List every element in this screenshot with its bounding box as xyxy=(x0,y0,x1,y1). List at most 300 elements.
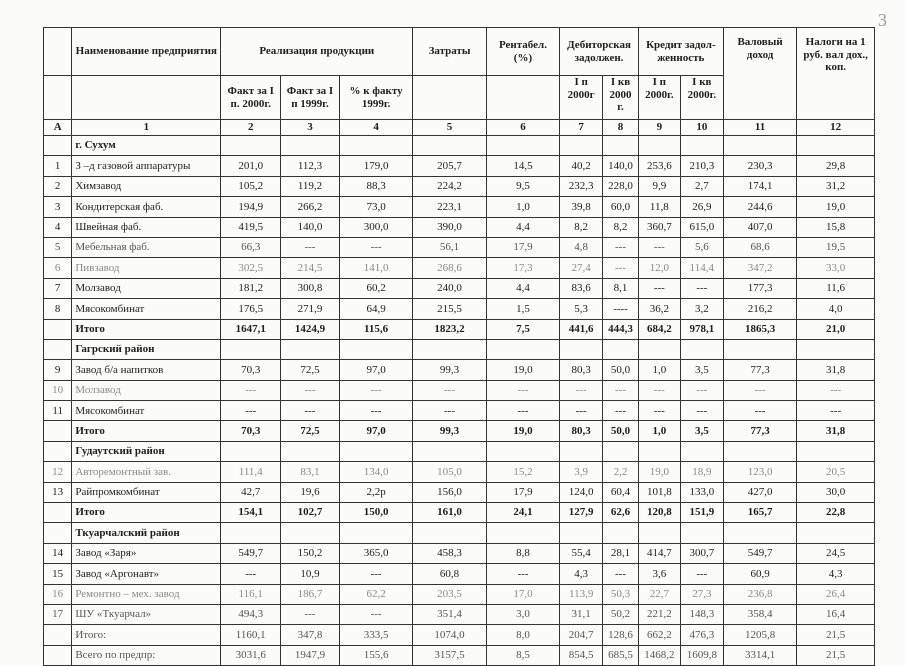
header-debit: Дебиторская задолжен. xyxy=(560,28,639,76)
table-row xyxy=(44,197,875,217)
value-cell: 1647,1 xyxy=(221,319,281,339)
value-cell: 4,3 xyxy=(560,564,603,584)
value-cell: 31,1 xyxy=(560,604,603,624)
value-cell: --- xyxy=(638,278,680,298)
value-cell: 105,2 xyxy=(221,176,281,196)
value-cell: 1865,3 xyxy=(723,319,796,339)
value-cell: 5,6 xyxy=(680,237,723,257)
value-cell: 19,0 xyxy=(797,197,875,217)
value-cell: 72,5 xyxy=(281,360,340,380)
value-cell: 60,8 xyxy=(413,564,486,584)
value-cell: 83,6 xyxy=(560,278,603,298)
row-index: 5 xyxy=(44,237,72,257)
enterprise-name: Мясокомбинат xyxy=(72,401,221,421)
value-cell: 4,0 xyxy=(797,299,875,319)
row-index: 13 xyxy=(44,482,72,502)
row-index: 16 xyxy=(44,584,72,604)
table-row xyxy=(44,258,875,278)
section-title: Ткуарчалский район xyxy=(72,523,221,543)
value-cell: 444,3 xyxy=(603,319,639,339)
value-cell: 300,0 xyxy=(339,217,412,237)
value-cell: --- xyxy=(486,401,559,421)
value-cell: 1424,9 xyxy=(281,319,340,339)
header-profitability: Рентабел. (%) xyxy=(486,28,559,76)
value-cell: 20,5 xyxy=(797,462,875,482)
value-cell: 101,8 xyxy=(638,482,680,502)
value-cell: 181,2 xyxy=(221,278,281,298)
value-cell: 150,2 xyxy=(281,543,340,563)
value-cell: 4,4 xyxy=(486,217,559,237)
value-cell: 50,2 xyxy=(603,604,639,624)
header-costs: Затраты xyxy=(413,28,486,76)
value-cell: --- xyxy=(723,401,796,421)
value-cell: --- xyxy=(281,401,340,421)
value-cell: 351,4 xyxy=(413,604,486,624)
header-sales: Реализация продукции xyxy=(221,28,413,76)
value-cell: 56,1 xyxy=(413,237,486,257)
value-cell: --- xyxy=(339,380,412,400)
value-cell: 62,2 xyxy=(339,584,412,604)
value-cell: 150,0 xyxy=(339,503,412,523)
value-cell: --- xyxy=(603,237,639,257)
value-cell: --- xyxy=(680,401,723,421)
table-body xyxy=(44,136,875,666)
value-cell: --- xyxy=(221,564,281,584)
value-cell: 8,2 xyxy=(603,217,639,237)
value-cell: 414,7 xyxy=(638,543,680,563)
value-cell: 224,2 xyxy=(413,176,486,196)
enterprise-name: Завод «Аргонавт» xyxy=(72,564,221,584)
value-cell: 333,5 xyxy=(339,625,412,645)
header-fact-2000: Факт за I п. 2000г. xyxy=(221,76,281,120)
value-cell: 2,7 xyxy=(680,176,723,196)
table-row xyxy=(44,360,875,380)
value-cell: 116,1 xyxy=(221,584,281,604)
value-cell: 148,3 xyxy=(680,604,723,624)
value-cell: 1,0 xyxy=(638,421,680,441)
value-cell: --- xyxy=(603,380,639,400)
value-cell: 60,0 xyxy=(603,197,639,217)
header-credit: Кредит задол-женность xyxy=(638,28,723,76)
value-cell: 124,0 xyxy=(560,482,603,502)
value-cell: 8,0 xyxy=(486,625,559,645)
value-cell: 36,2 xyxy=(638,299,680,319)
value-cell: 365,0 xyxy=(339,543,412,563)
value-cell: 22,7 xyxy=(638,584,680,604)
enterprise-name: Итого xyxy=(72,421,221,441)
value-cell: 17,0 xyxy=(486,584,559,604)
value-cell: 119,2 xyxy=(281,176,340,196)
value-cell: --- xyxy=(486,564,559,584)
value-cell: 176,5 xyxy=(221,299,281,319)
row-index: 14 xyxy=(44,543,72,563)
value-cell: 80,3 xyxy=(560,360,603,380)
value-cell: 21,0 xyxy=(797,319,875,339)
enterprise-name: ШУ «Ткуарчал» xyxy=(72,604,221,624)
value-cell: 112,3 xyxy=(281,156,340,176)
value-cell: 21,5 xyxy=(797,645,875,665)
value-cell: --- xyxy=(560,380,603,400)
row-index: 6 xyxy=(44,258,72,278)
value-cell: --- xyxy=(680,278,723,298)
value-cell: 9,9 xyxy=(638,176,680,196)
value-cell: 83,1 xyxy=(281,462,340,482)
enterprise-name: Мебельная фаб. xyxy=(72,237,221,257)
table-row xyxy=(44,625,875,645)
enterprise-name: Завод «Заря» xyxy=(72,543,221,563)
value-cell: 179,0 xyxy=(339,156,412,176)
value-cell: 134,0 xyxy=(339,462,412,482)
enterprise-name: З –д газовой аппаратуры xyxy=(72,156,221,176)
value-cell: 31,2 xyxy=(797,176,875,196)
value-cell: 8,2 xyxy=(560,217,603,237)
value-cell: 685,5 xyxy=(603,645,639,665)
value-cell: 17,9 xyxy=(486,237,559,257)
header-corner xyxy=(44,28,72,76)
value-cell: 1823,2 xyxy=(413,319,486,339)
row-index: 8 xyxy=(44,299,72,319)
value-cell: 549,7 xyxy=(221,543,281,563)
value-cell: 19,6 xyxy=(281,482,340,502)
value-cell: 347,8 xyxy=(281,625,340,645)
table-row xyxy=(44,278,875,298)
value-cell: 68,6 xyxy=(723,237,796,257)
row-index: 9 xyxy=(44,360,72,380)
table-row xyxy=(44,543,875,563)
value-cell: 50,3 xyxy=(603,584,639,604)
value-cell: 99,3 xyxy=(413,360,486,380)
value-cell: --- xyxy=(339,604,412,624)
value-cell: 66,3 xyxy=(221,237,281,257)
column-number: А xyxy=(44,120,72,136)
enterprise-name: Авторемонтный зав. xyxy=(72,462,221,482)
table-row xyxy=(44,380,875,400)
value-cell: 27,3 xyxy=(680,584,723,604)
value-cell: 215,5 xyxy=(413,299,486,319)
value-cell: 3,9 xyxy=(560,462,603,482)
value-cell: --- xyxy=(638,237,680,257)
value-cell: 1468,2 xyxy=(638,645,680,665)
value-cell: --- xyxy=(603,258,639,278)
enterprise-name: Итого xyxy=(72,319,221,339)
value-cell: 39,8 xyxy=(560,197,603,217)
enterprise-name: Итого: xyxy=(72,625,221,645)
value-cell: 113,9 xyxy=(560,584,603,604)
value-cell: 102,7 xyxy=(281,503,340,523)
value-cell: 205,7 xyxy=(413,156,486,176)
column-number: 2 xyxy=(221,120,281,136)
row-index: 15 xyxy=(44,564,72,584)
value-cell: 4,4 xyxy=(486,278,559,298)
value-cell: 60,2 xyxy=(339,278,412,298)
value-cell: 50,0 xyxy=(603,360,639,380)
value-cell: --- xyxy=(680,380,723,400)
enterprise-name: Мясокомбинат xyxy=(72,299,221,319)
value-cell: 128,6 xyxy=(603,625,639,645)
table-row xyxy=(44,299,875,319)
value-cell: 8,1 xyxy=(603,278,639,298)
value-cell: 347,2 xyxy=(723,258,796,278)
value-cell: 194,9 xyxy=(221,197,281,217)
value-cell: 156,0 xyxy=(413,482,486,502)
row-index: 2 xyxy=(44,176,72,196)
value-cell: 24,1 xyxy=(486,503,559,523)
value-cell: 8,8 xyxy=(486,543,559,563)
header-credit-ikv: I кв 2000г. xyxy=(680,76,723,120)
section-row xyxy=(44,441,875,461)
header-tax: Налоги на 1 руб. вал дох., коп. xyxy=(797,28,875,120)
column-number: 11 xyxy=(723,120,796,136)
value-cell: 223,1 xyxy=(413,197,486,217)
column-number: 4 xyxy=(339,120,412,136)
table-row xyxy=(44,584,875,604)
column-number: 3 xyxy=(281,120,340,136)
value-cell: 60,4 xyxy=(603,482,639,502)
value-cell: --- xyxy=(603,401,639,421)
value-cell: 73,0 xyxy=(339,197,412,217)
enterprise-name: Молзавод xyxy=(72,380,221,400)
row-index xyxy=(44,319,72,339)
enterprise-report-table xyxy=(43,27,875,666)
value-cell: 302,5 xyxy=(221,258,281,278)
value-cell: --- xyxy=(638,401,680,421)
value-cell: 390,0 xyxy=(413,217,486,237)
value-cell: 854,5 xyxy=(560,645,603,665)
value-cell: --- xyxy=(680,564,723,584)
value-cell: 1,0 xyxy=(638,360,680,380)
value-cell: 549,7 xyxy=(723,543,796,563)
table-row xyxy=(44,482,875,502)
total-row xyxy=(44,503,875,523)
column-number: 12 xyxy=(797,120,875,136)
table-row xyxy=(44,401,875,421)
value-cell: 204,7 xyxy=(560,625,603,645)
value-cell: 141,0 xyxy=(339,258,412,278)
row-index xyxy=(44,421,72,441)
header-debit-ikv: I кв 2000 г. xyxy=(603,76,639,120)
value-cell: 1947,9 xyxy=(281,645,340,665)
row-index xyxy=(44,645,72,665)
value-cell: 268,6 xyxy=(413,258,486,278)
value-cell: 3314,1 xyxy=(723,645,796,665)
value-cell: --- xyxy=(560,401,603,421)
value-cell: 1,0 xyxy=(486,197,559,217)
value-cell: 165,7 xyxy=(723,503,796,523)
table-row xyxy=(44,156,875,176)
value-cell: 22,8 xyxy=(797,503,875,523)
value-cell: 11,8 xyxy=(638,197,680,217)
value-cell: 72,5 xyxy=(281,421,340,441)
value-cell: 17,3 xyxy=(486,258,559,278)
value-cell: --- xyxy=(413,380,486,400)
value-cell: 33,0 xyxy=(797,258,875,278)
value-cell: 1,5 xyxy=(486,299,559,319)
value-cell: 5,3 xyxy=(560,299,603,319)
value-cell: --- xyxy=(221,380,281,400)
enterprise-name: Всего по предпр: xyxy=(72,645,221,665)
value-cell: 427,0 xyxy=(723,482,796,502)
value-cell: --- xyxy=(281,237,340,257)
value-cell: 21,5 xyxy=(797,625,875,645)
enterprise-name: Ремонтно – мех. завод xyxy=(72,584,221,604)
value-cell: 271,9 xyxy=(281,299,340,319)
value-cell: 99,3 xyxy=(413,421,486,441)
value-cell: 140,0 xyxy=(281,217,340,237)
value-cell: 360,7 xyxy=(638,217,680,237)
enterprise-name: Швейная фаб. xyxy=(72,217,221,237)
column-number: 5 xyxy=(413,120,486,136)
value-cell: 358,4 xyxy=(723,604,796,624)
enterprise-name: Химзавод xyxy=(72,176,221,196)
row-index: 1 xyxy=(44,156,72,176)
value-cell: 662,2 xyxy=(638,625,680,645)
header-fact-1999: Факт за I п 1999г. xyxy=(281,76,340,120)
value-cell: 253,6 xyxy=(638,156,680,176)
value-cell: 458,3 xyxy=(413,543,486,563)
enterprise-name: Завод б/а напитков xyxy=(72,360,221,380)
value-cell: 201,0 xyxy=(221,156,281,176)
value-cell: 3,6 xyxy=(638,564,680,584)
value-cell: 300,7 xyxy=(680,543,723,563)
enterprise-name: Пивзавод xyxy=(72,258,221,278)
table-row xyxy=(44,564,875,584)
value-cell: 60,9 xyxy=(723,564,796,584)
value-cell: 186,7 xyxy=(281,584,340,604)
header-name: Наименование предприятия xyxy=(72,28,221,76)
row-index: 11 xyxy=(44,401,72,421)
value-cell: 64,9 xyxy=(339,299,412,319)
value-cell: 441,6 xyxy=(560,319,603,339)
value-cell: --- xyxy=(339,564,412,584)
enterprise-name: Молзавод xyxy=(72,278,221,298)
row-index: 17 xyxy=(44,604,72,624)
column-number-row xyxy=(44,120,875,136)
value-cell: 97,0 xyxy=(339,421,412,441)
value-cell: 30,0 xyxy=(797,482,875,502)
value-cell: 210,3 xyxy=(680,156,723,176)
value-cell: 62,6 xyxy=(603,503,639,523)
table-row xyxy=(44,237,875,257)
value-cell: 10,9 xyxy=(281,564,340,584)
table-row xyxy=(44,604,875,624)
row-index: 10 xyxy=(44,380,72,400)
value-cell: 1609,8 xyxy=(680,645,723,665)
page-mark: 3 xyxy=(878,10,887,30)
value-cell: 2,2 xyxy=(603,462,639,482)
value-cell: ---- xyxy=(603,299,639,319)
row-index: 3 xyxy=(44,197,72,217)
value-cell: 240,0 xyxy=(413,278,486,298)
row-index xyxy=(44,503,72,523)
value-cell: 978,1 xyxy=(680,319,723,339)
value-cell: 3,0 xyxy=(486,604,559,624)
value-cell: 97,0 xyxy=(339,360,412,380)
row-index: 4 xyxy=(44,217,72,237)
value-cell: 77,3 xyxy=(723,360,796,380)
header-credit-ip: I п 2000г. xyxy=(638,76,680,120)
column-number: 8 xyxy=(603,120,639,136)
table-row xyxy=(44,645,875,665)
section-row xyxy=(44,523,875,543)
value-cell: 26,9 xyxy=(680,197,723,217)
value-cell: 114,4 xyxy=(680,258,723,278)
value-cell: 7,5 xyxy=(486,319,559,339)
section-row xyxy=(44,136,875,156)
table-row xyxy=(44,217,875,237)
value-cell: 3,5 xyxy=(680,421,723,441)
total-row xyxy=(44,319,875,339)
value-cell: 111,4 xyxy=(221,462,281,482)
column-number: 7 xyxy=(560,120,603,136)
value-cell: --- xyxy=(221,401,281,421)
value-cell: 216,2 xyxy=(723,299,796,319)
value-cell: 230,3 xyxy=(723,156,796,176)
value-cell: 407,0 xyxy=(723,217,796,237)
value-cell: 419,5 xyxy=(221,217,281,237)
row-index xyxy=(44,625,72,645)
row-index: 7 xyxy=(44,278,72,298)
value-cell: 161,0 xyxy=(413,503,486,523)
section-title: г. Сухум xyxy=(72,136,221,156)
value-cell: 3157,5 xyxy=(413,645,486,665)
value-cell: 70,3 xyxy=(221,360,281,380)
value-cell: --- xyxy=(723,380,796,400)
value-cell: 55,4 xyxy=(560,543,603,563)
value-cell: 232,3 xyxy=(560,176,603,196)
value-cell: 120,8 xyxy=(638,503,680,523)
value-cell: 154,1 xyxy=(221,503,281,523)
value-cell: 1074,0 xyxy=(413,625,486,645)
value-cell: --- xyxy=(603,564,639,584)
value-cell: 244,6 xyxy=(723,197,796,217)
value-cell: 214,5 xyxy=(281,258,340,278)
value-cell: 15,8 xyxy=(797,217,875,237)
header-pct: % к факту 1999г. xyxy=(339,76,412,120)
value-cell: 31,8 xyxy=(797,360,875,380)
value-cell: 28,1 xyxy=(603,543,639,563)
value-cell: 24,5 xyxy=(797,543,875,563)
value-cell: 494,3 xyxy=(221,604,281,624)
value-cell: 476,3 xyxy=(680,625,723,645)
value-cell: 29,8 xyxy=(797,156,875,176)
value-cell: 4,3 xyxy=(797,564,875,584)
value-cell: 12,0 xyxy=(638,258,680,278)
header-debit-ip: I п 2000г xyxy=(560,76,603,120)
value-cell: 155,6 xyxy=(339,645,412,665)
value-cell: 300,8 xyxy=(281,278,340,298)
value-cell: 127,9 xyxy=(560,503,603,523)
value-cell: 19,0 xyxy=(638,462,680,482)
value-cell: --- xyxy=(339,237,412,257)
value-cell: 14,5 xyxy=(486,156,559,176)
value-cell: --- xyxy=(486,380,559,400)
value-cell: 77,3 xyxy=(723,421,796,441)
value-cell: 70,3 xyxy=(221,421,281,441)
total-row xyxy=(44,421,875,441)
value-cell: 27,4 xyxy=(560,258,603,278)
value-cell: 16,4 xyxy=(797,604,875,624)
value-cell: --- xyxy=(638,380,680,400)
value-cell: --- xyxy=(281,380,340,400)
table-row xyxy=(44,462,875,482)
column-number: 9 xyxy=(638,120,680,136)
enterprise-name: Кондитерская фаб. xyxy=(72,197,221,217)
value-cell: 266,2 xyxy=(281,197,340,217)
value-cell: 228,0 xyxy=(603,176,639,196)
enterprise-name: Райпромкомбинат xyxy=(72,482,221,502)
section-title: Гудаутский район xyxy=(72,441,221,461)
value-cell: 684,2 xyxy=(638,319,680,339)
